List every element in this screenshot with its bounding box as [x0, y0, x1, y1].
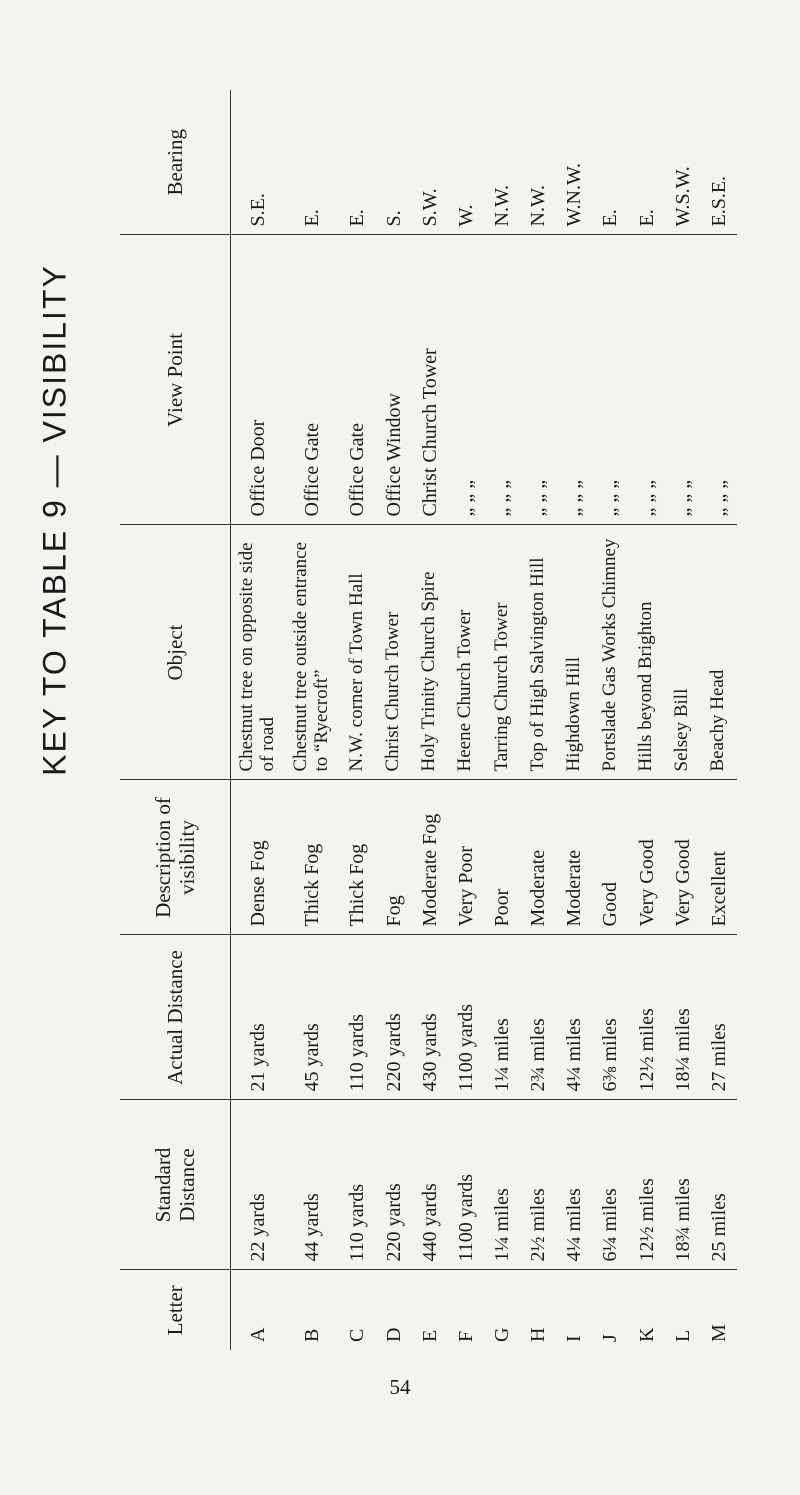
cell-actual-distance: 27 miles — [701, 935, 737, 1100]
header-actual-distance: Actual Distance — [120, 935, 231, 1100]
table-row — [412, 90, 448, 1350]
cell-description: Excellent — [701, 780, 737, 935]
cell-view-point: Office Door — [231, 235, 286, 525]
cell-standard-distance: 4¼ miles — [556, 1100, 592, 1270]
table-row — [701, 90, 737, 1350]
cell-view-point: „ „ „ — [665, 235, 701, 525]
cell-standard-distance: 6¼ miles — [592, 1100, 628, 1270]
cell-view-point: Office Gate — [339, 235, 375, 525]
cell-view-point: „ „ „ — [701, 235, 737, 525]
cell-actual-distance: 430 yards — [412, 935, 448, 1100]
table-row — [484, 90, 520, 1350]
cell-bearing: E. — [629, 90, 665, 235]
cell-standard-distance: 220 yards — [376, 1100, 412, 1270]
cell-actual-distance: 18¼ miles — [665, 935, 701, 1100]
cell-view-point: „ „ „ — [629, 235, 665, 525]
header-view-point: View Point — [120, 235, 231, 525]
cell-letter: I — [563, 1335, 586, 1342]
table-row — [520, 90, 556, 1350]
cell-standard-distance: 22 yards — [231, 1100, 286, 1270]
cell-object: Holy Trinity Church Spire — [412, 525, 448, 780]
cell-standard-distance: 25 miles — [701, 1100, 737, 1270]
cell-object: Heene Church Tower — [448, 525, 484, 780]
cell-actual-distance: 12½ miles — [629, 935, 665, 1100]
cell-view-point: Office Gate — [285, 235, 339, 525]
cell-view-point: „ „ „ — [484, 235, 520, 525]
cell-object: Tarring Church Tower — [484, 525, 520, 780]
cell-description: Thick Fog — [285, 780, 339, 935]
header-standard-distance: Standard Distance — [120, 1100, 231, 1270]
cell-bearing: E. — [285, 90, 339, 235]
cell-actual-distance: 21 yards — [231, 935, 286, 1100]
cell-letter: M — [707, 1324, 730, 1342]
cell-bearing: E. — [339, 90, 375, 235]
cell-view-point: „ „ „ — [448, 235, 484, 525]
cell-letter: G — [491, 1327, 514, 1342]
header-letter: Letter — [120, 1270, 231, 1350]
cell-standard-distance: 1100 yards — [448, 1100, 484, 1270]
cell-view-point: „ „ „ — [592, 235, 628, 525]
header-description: Description of visibility — [120, 780, 231, 935]
cell-actual-distance: 2¾ miles — [520, 935, 556, 1100]
header-bearing: Bearing — [120, 90, 231, 235]
cell-actual-distance: 4¼ miles — [556, 935, 592, 1100]
cell-standard-distance: 440 yards — [412, 1100, 448, 1270]
cell-bearing: E.S.E. — [701, 90, 737, 235]
page-number: 54 — [389, 1375, 411, 1399]
table-row — [556, 90, 592, 1350]
cell-actual-distance: 110 yards — [339, 935, 375, 1100]
cell-description: Moderate — [520, 780, 556, 935]
cell-bearing: N.W. — [520, 90, 556, 235]
cell-object: Chestnut tree outside entrance to “Ryecroft” — [285, 525, 339, 780]
header-object: Object — [120, 525, 231, 780]
table-row — [629, 90, 665, 1350]
table-row — [231, 90, 286, 1350]
cell-description: Dense Fog — [231, 780, 286, 935]
table-row — [339, 90, 375, 1350]
cell-object: N.W. corner of Town Hall — [339, 525, 375, 780]
cell-description: Poor — [484, 780, 520, 935]
cell-standard-distance: 2½ miles — [520, 1100, 556, 1270]
table-row — [285, 90, 339, 1350]
cell-standard-distance: 110 yards — [339, 1100, 375, 1270]
table-body — [231, 90, 738, 1350]
cell-description: Good — [592, 780, 628, 935]
cell-letter: E — [418, 1329, 441, 1342]
cell-letter: B — [301, 1328, 324, 1342]
cell-letter: F — [454, 1330, 477, 1342]
cell-object: Beachy Head — [701, 525, 737, 780]
cell-letter: C — [346, 1328, 369, 1342]
cell-bearing: S.W. — [412, 90, 448, 235]
rotated-table-container — [120, 90, 737, 1350]
cell-bearing: W.S.W. — [665, 90, 701, 235]
cell-actual-distance: 1¼ miles — [484, 935, 520, 1100]
cell-description: Moderate Fog — [412, 780, 448, 935]
cell-view-point: „ „ „ — [556, 235, 592, 525]
cell-actual-distance: 6⅜ miles — [592, 935, 628, 1100]
cell-view-point: Office Window — [376, 235, 412, 525]
cell-bearing: N.W. — [484, 90, 520, 235]
table-row — [376, 90, 412, 1350]
table-row — [665, 90, 701, 1350]
cell-description: Very Good — [629, 780, 665, 935]
cell-standard-distance: 44 yards — [285, 1100, 339, 1270]
cell-object: Hills beyond Brighton — [629, 525, 665, 780]
cell-object: Chestnut tree on opposite side of road — [231, 525, 286, 780]
cell-object: Top of High Salvington Hill — [520, 525, 556, 780]
cell-actual-distance: 220 yards — [376, 935, 412, 1100]
cell-view-point: Christ Church Tower — [412, 235, 448, 525]
cell-standard-distance: 1¼ miles — [484, 1100, 520, 1270]
cell-description: Very Poor — [448, 780, 484, 935]
cell-standard-distance: 12½ miles — [629, 1100, 665, 1270]
cell-letter: D — [382, 1327, 405, 1342]
cell-actual-distance: 45 yards — [285, 935, 339, 1100]
cell-actual-distance: 1100 yards — [448, 935, 484, 1100]
cell-bearing: W. — [448, 90, 484, 235]
cell-bearing: S. — [376, 90, 412, 235]
table-row — [448, 90, 484, 1350]
cell-object: Christ Church Tower — [376, 525, 412, 780]
table-row — [592, 90, 628, 1350]
cell-letter: A — [247, 1327, 270, 1342]
cell-object: Selsey Bill — [665, 525, 701, 780]
visibility-key-table-region — [120, 90, 737, 1350]
cell-object: Highdown Hill — [556, 525, 592, 780]
cell-description: Very Good — [665, 780, 701, 935]
cell-letter: H — [527, 1327, 550, 1342]
table-header-row — [120, 90, 231, 1350]
cell-letter: J — [599, 1334, 622, 1342]
cell-letter: K — [635, 1327, 658, 1342]
cell-description: Moderate — [556, 780, 592, 935]
cell-object: Portslade Gas Works Chimney — [592, 525, 628, 780]
page-title: KEY TO TABLE 9 — VISIBILITY — [36, 264, 73, 776]
cell-bearing: W.N.W. — [556, 90, 592, 235]
visibility-key-table — [120, 90, 737, 1350]
cell-bearing: S.E. — [231, 90, 286, 235]
cell-view-point: „ „ „ — [520, 235, 556, 525]
cell-letter: L — [671, 1329, 694, 1342]
cell-bearing: E. — [592, 90, 628, 235]
cell-description: Fog — [376, 780, 412, 935]
cell-description: Thick Fog — [339, 780, 375, 935]
cell-standard-distance: 18¾ miles — [665, 1100, 701, 1270]
